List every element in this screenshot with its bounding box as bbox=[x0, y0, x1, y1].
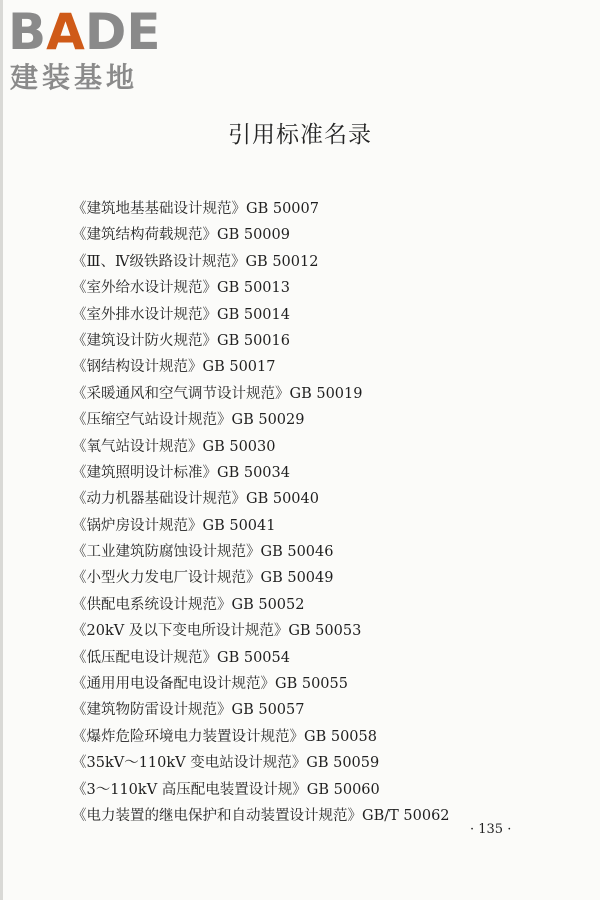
page-number: · 135 · bbox=[470, 822, 512, 837]
standards-list bbox=[72, 196, 450, 829]
list-item: 《20kV 及以下变电所设计规范》GB 50053 bbox=[72, 623, 362, 640]
list-item: 《小型火力发电厂设计规范》GB 50049 bbox=[72, 570, 334, 587]
list-item: 《低压配电设计规范》GB 50054 bbox=[72, 649, 290, 666]
list-item: 《采暖通风和空气调节设计规范》GB 50019 bbox=[72, 385, 363, 402]
list-item: 《室外排水设计规范》GB 50014 bbox=[72, 306, 290, 323]
logo-subtitle: 建装基地 bbox=[10, 61, 139, 94]
list-item: 《锅炉房设计规范》GB 50041 bbox=[72, 517, 276, 534]
list-item: 《钢结构设计规范》GB 50017 bbox=[72, 359, 276, 376]
list-item: 《动力机器基础设计规范》GB 50040 bbox=[72, 491, 319, 508]
bade-logo bbox=[8, 4, 178, 96]
list-item: 《爆炸危险环境电力装置设计规范》GB 50058 bbox=[72, 728, 377, 745]
logo-letters-de: DE bbox=[84, 3, 161, 61]
list-item: 《电力装置的继电保护和自动装置设计规范》GB/T 50062 bbox=[72, 807, 450, 824]
list-item: 《建筑照明设计标准》GB 50034 bbox=[72, 464, 290, 481]
list-item: 《工业建筑防腐蚀设计规范》GB 50046 bbox=[72, 544, 334, 561]
list-item: 《压缩空气站设计规范》GB 50029 bbox=[72, 412, 305, 429]
list-item: 《35kV～110kV 变电站设计规范》GB 50059 bbox=[72, 755, 380, 772]
list-item: 《供配电系统设计规范》GB 50052 bbox=[72, 596, 305, 613]
logo-letter-b: B bbox=[8, 3, 47, 61]
page-title: 引用标准名录 bbox=[228, 122, 372, 148]
list-item: 《Ⅲ、Ⅳ级铁路设计规范》GB 50012 bbox=[72, 253, 319, 270]
logo-letter-a: A bbox=[46, 3, 85, 61]
list-item: 《氧气站设计规范》GB 50030 bbox=[72, 438, 276, 455]
list-item: 《通用用电设备配电设计规范》GB 50055 bbox=[72, 676, 348, 693]
list-item: 《3～110kV 高压配电装置设计规》GB 50060 bbox=[72, 781, 380, 798]
list-item: 《室外给水设计规范》GB 50013 bbox=[72, 280, 290, 297]
list-item: 《建筑结构荷载规范》GB 50009 bbox=[72, 227, 290, 244]
list-item: 《建筑物防雷设计规范》GB 50057 bbox=[72, 702, 305, 719]
list-item: 《建筑设计防火规范》GB 50016 bbox=[72, 332, 290, 349]
list-item: 《建筑地基基础设计规范》GB 50007 bbox=[72, 201, 319, 217]
logo-wordmark bbox=[8, 4, 161, 60]
